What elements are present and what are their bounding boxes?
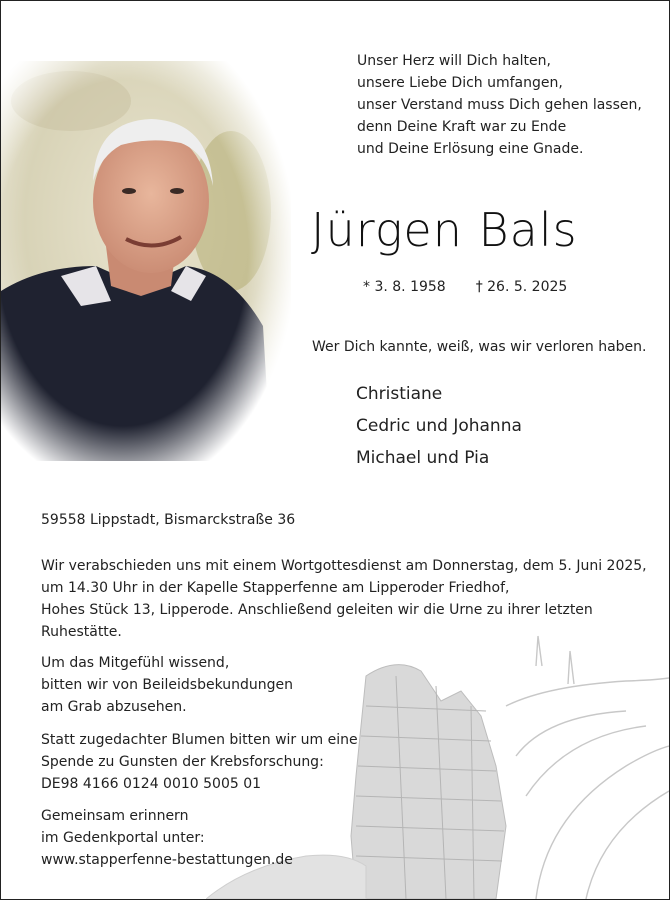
donation-line: Statt zugedachter Blumen bitten wir um eine [41, 732, 358, 748]
condolence-note [41, 652, 293, 718]
service-line: Wir verabschieden uns mit einem Wortgottesdienst am Donnerstag, dem 5. Juni 2025, [41, 558, 647, 574]
deceased-name: Jürgen Bals [311, 203, 578, 257]
family-member: Michael und Pia [356, 448, 490, 468]
death-date: † 26. 5. 2025 [475, 279, 568, 295]
memorial-quote: Wer Dich kannte, weiß, was wir verloren haben. [312, 339, 647, 355]
birth-date: * 3. 8. 1958 [363, 279, 446, 295]
poem-line: unsere Liebe Dich umfangen, [357, 75, 563, 91]
portrait-photo [1, 61, 291, 461]
service-line: um 14.30 Uhr in der Kapelle Stapperfenne am Lipperoder Friedhof, [41, 580, 510, 596]
life-dates [363, 279, 567, 295]
condolence-line: am Grab abzusehen. [41, 699, 187, 715]
service-line: Hohes Stück 13, Lipperode. Anschließend geleiten wir die Urne zu ihrer letzten [41, 602, 593, 618]
memorial-portal [41, 805, 293, 871]
poem-line: denn Deine Kraft war zu Ende [357, 119, 567, 135]
address: 59558 Lippstadt, Bismarckstraße 36 [41, 512, 296, 528]
poem-line: unser Verstand muss Dich gehen lassen, [357, 97, 642, 113]
family-member: Cedric und Johanna [356, 416, 522, 436]
donation-note [41, 729, 358, 795]
portal-line: im Gedenkportal unter: [41, 830, 205, 846]
family-list [356, 378, 522, 474]
iban: DE98 4166 0124 0010 5005 01 [41, 776, 262, 792]
poem-line: Unser Herz will Dich halten, [357, 53, 551, 69]
condolence-line: Um das Mitgefühl wissend, [41, 655, 230, 671]
family-member: Christiane [356, 384, 443, 404]
service-announcement [41, 555, 647, 643]
condolence-line: bitten wir von Beileidsbekundungen [41, 677, 294, 693]
donation-line: Spende zu Gunsten der Krebsforschung: [41, 754, 324, 770]
service-line: Ruhestätte. [41, 624, 122, 640]
poem [357, 50, 642, 160]
portal-line: Gemeinsam erinnern [41, 808, 189, 824]
poem-line: und Deine Erlösung eine Gnade. [357, 141, 584, 157]
portal-link[interactable]: www.stapperfenne-bestattungen.de [41, 852, 293, 868]
